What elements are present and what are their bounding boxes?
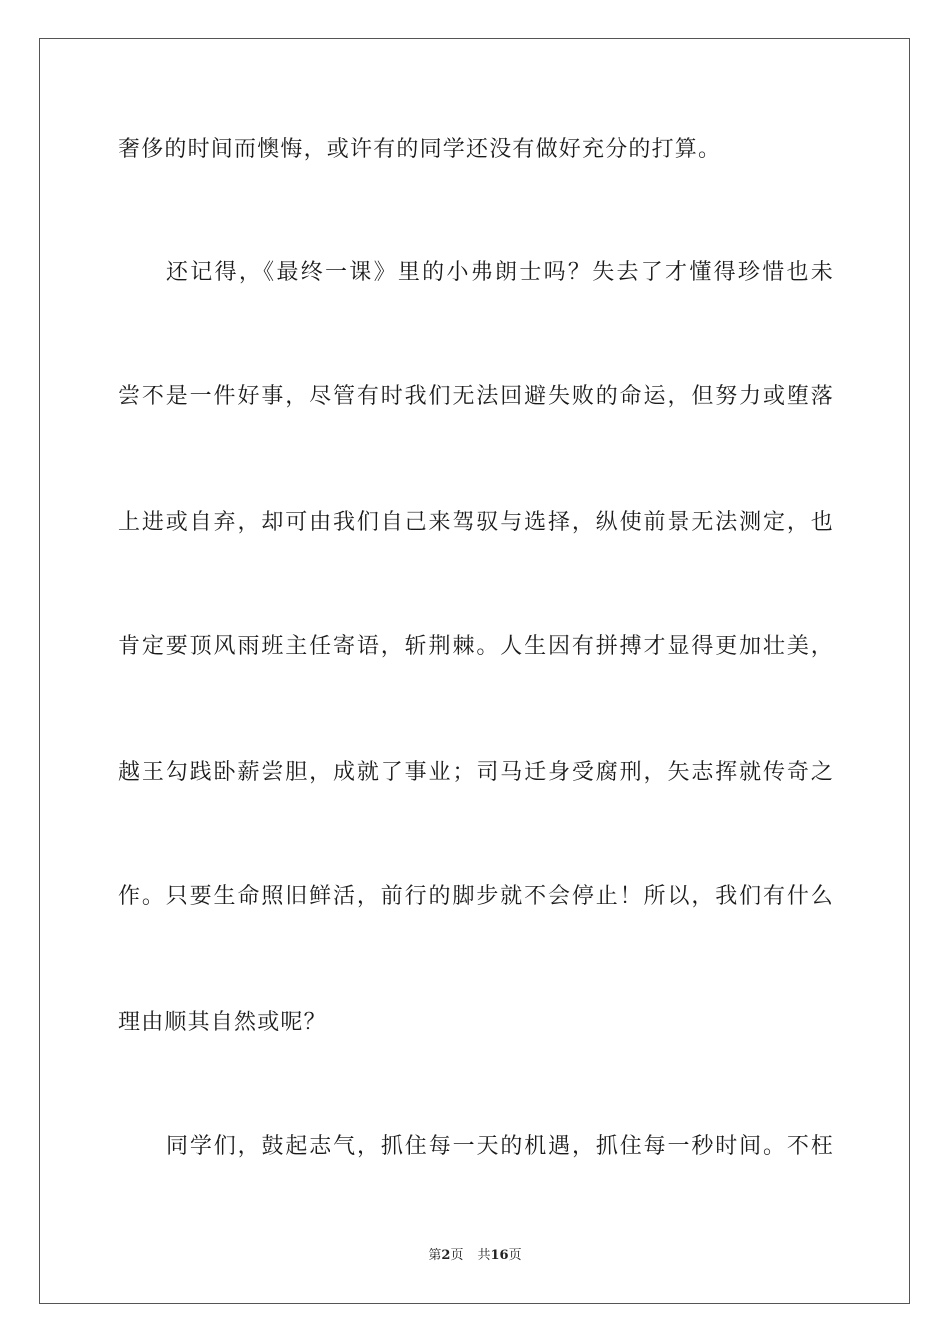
text-line-4: 上进或自弃，却可由我们自己来驾驭与选择，纵使前景无法测定，也 [118,510,834,535]
text-line-2: 还记得，《最终一课》里的小弗朗士吗？失去了才懂得珍惜也未 [166,260,834,285]
text-line-6: 越王勾践卧薪尝胆，成就了事业；司马迁身受腐刑，矢志挥就传奇之 [118,760,834,785]
page-prefix: 第 [428,1248,442,1263]
text-line-8: 理由顺其自然或呢？ [118,1010,327,1035]
page-footer [0,1247,950,1265]
total-pages: 16 [490,1248,509,1263]
total-prefix: 共 [477,1248,491,1263]
text-line-9: 同学们，鼓起志气，抓住每一天的机遇，抓住每一秒时间。不枉 [166,1134,834,1159]
text-line-7: 作。只要生命照旧鲜活，前行的脚步就不会停止！所以，我们有什么 [118,884,834,909]
text-line-1: 奢侈的时间而懊悔，或许有的同学还没有做好充分的打算。 [118,137,722,162]
total-suffix: 页 [508,1248,522,1263]
page-border [39,38,910,1304]
text-line-5: 肯定要顶风雨班主任寄语，斩荆棘。人生因有拼搏才显得更加壮美， [118,634,834,659]
page-suffix: 页 [450,1248,464,1263]
text-line-3: 尝不是一件好事，尽管有时我们无法回避失败的命运，但努力或堕落 [118,384,834,409]
page-number: 2 [441,1248,451,1263]
